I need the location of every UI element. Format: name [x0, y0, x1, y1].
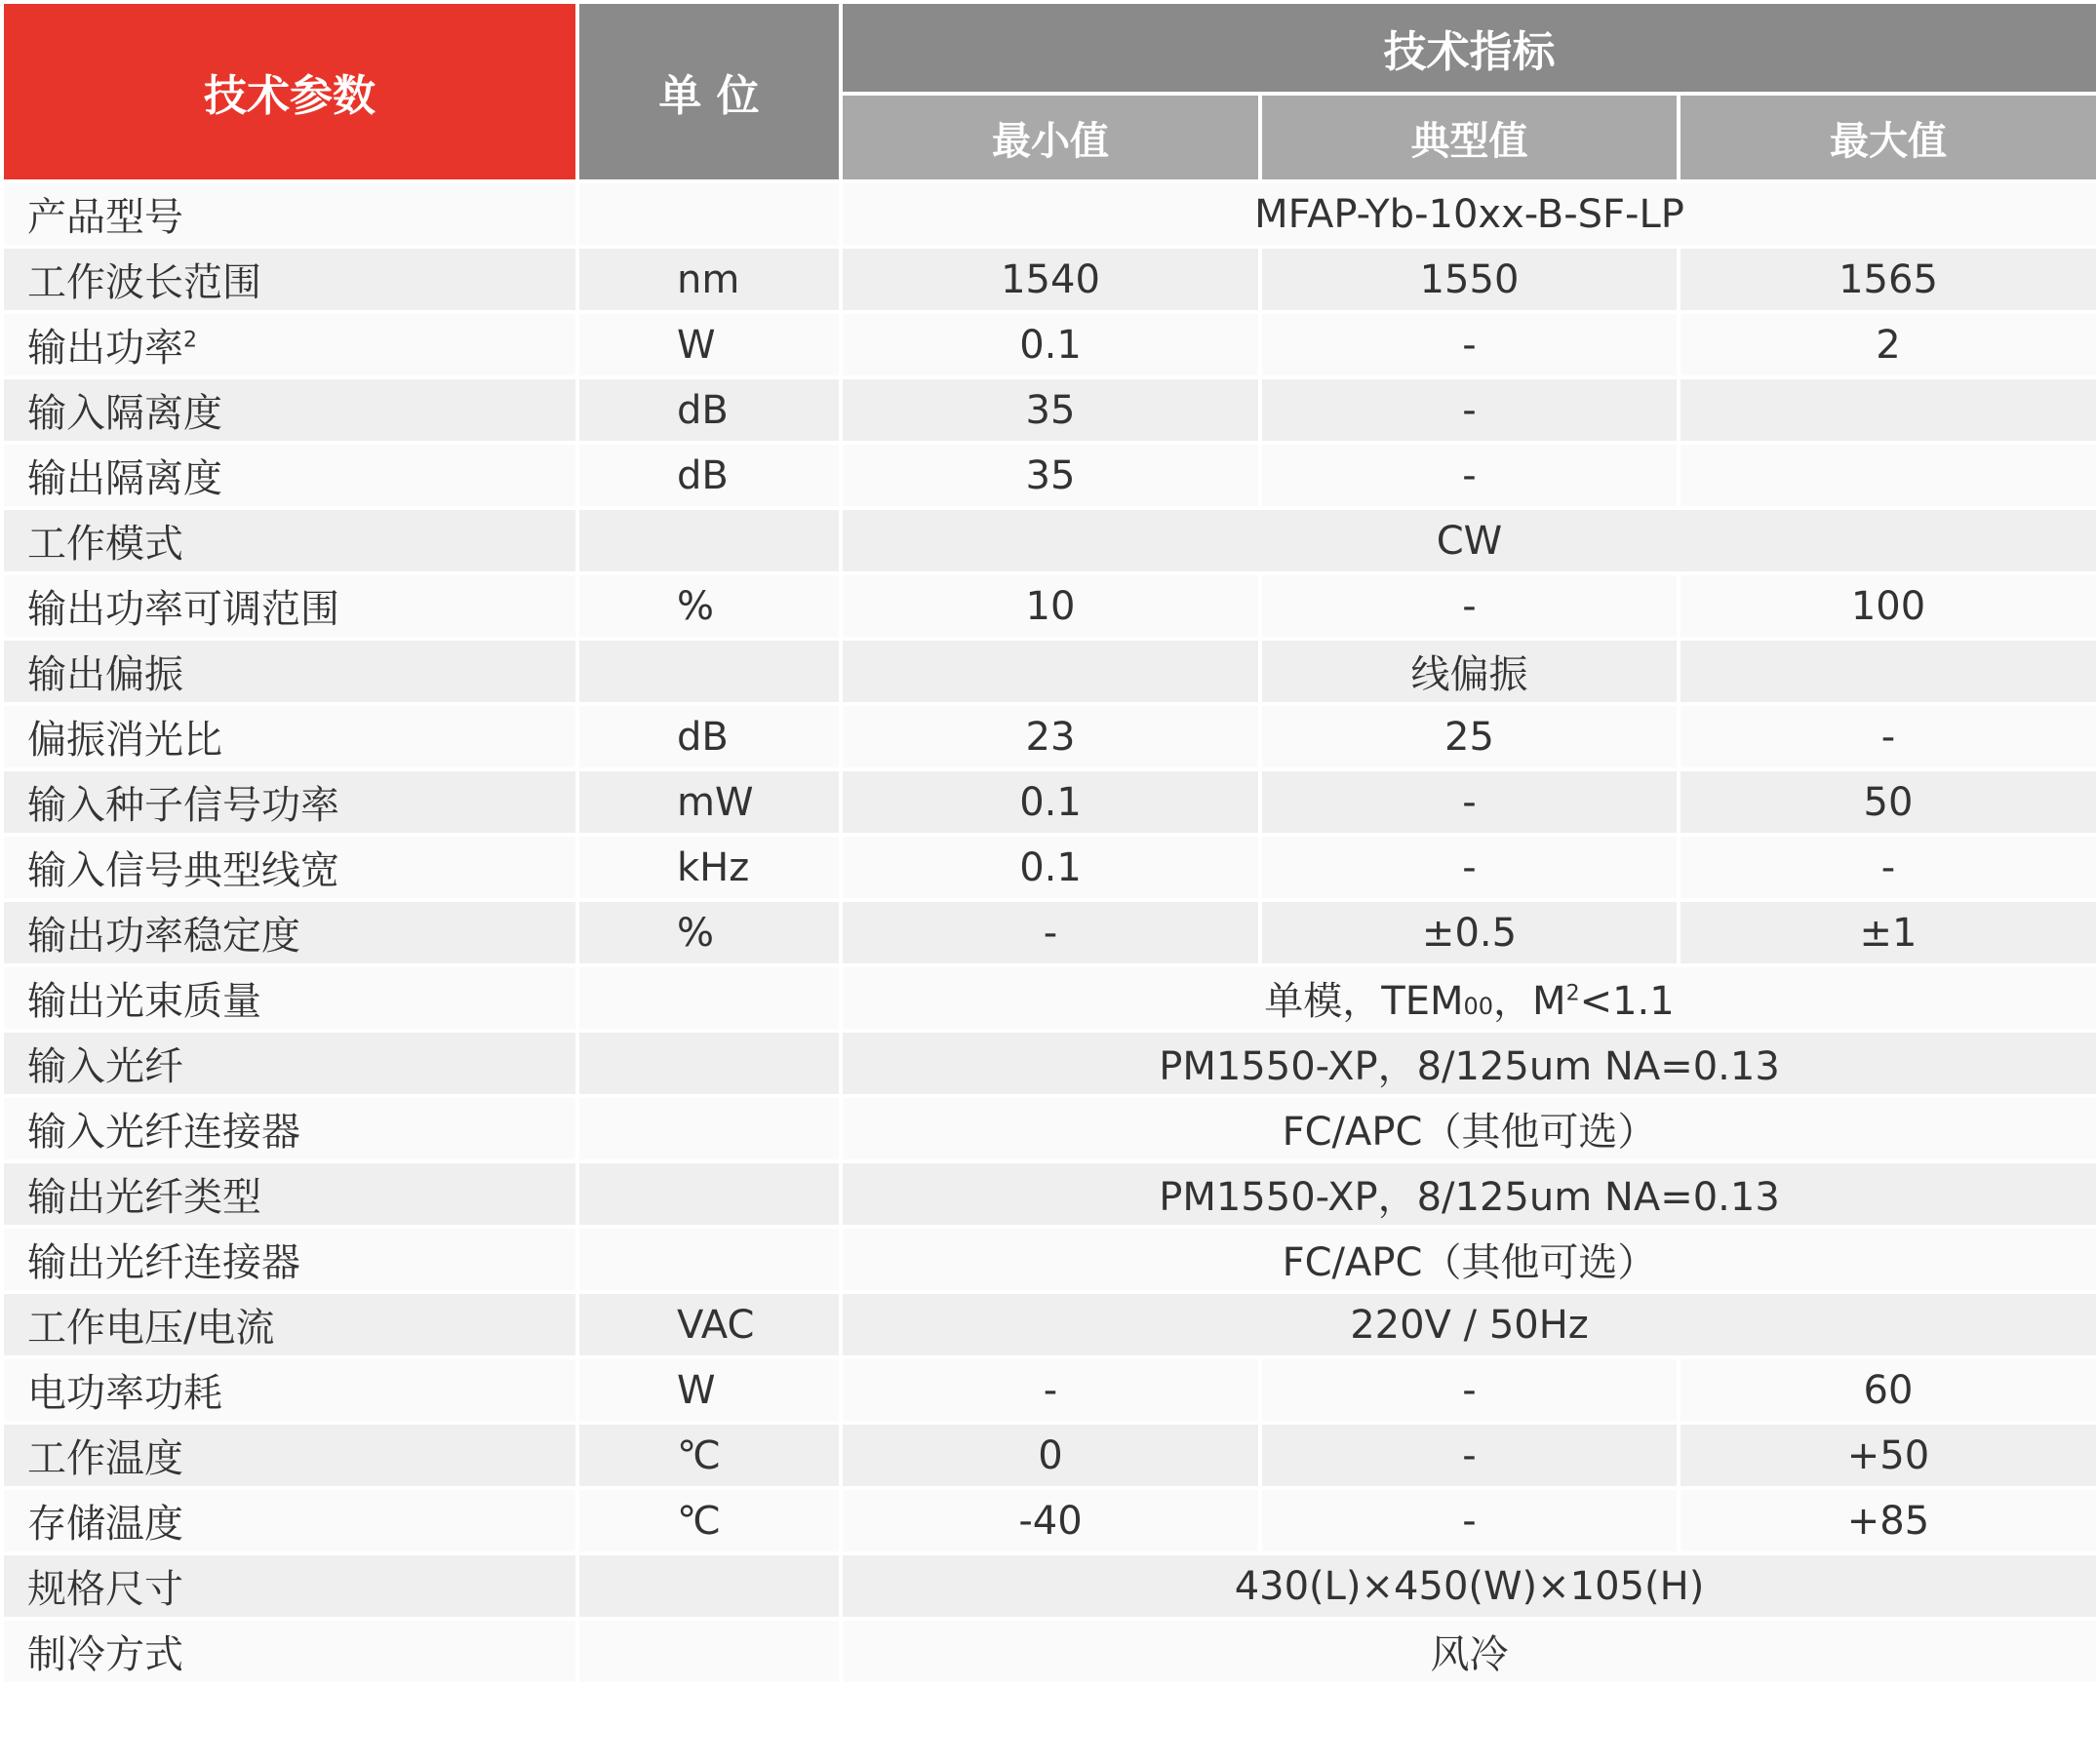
- beam-limit-text: <1.1: [1579, 979, 1675, 1024]
- min-value: 23: [841, 704, 1260, 769]
- spec-value: 220V / 50Hz: [841, 1292, 2096, 1357]
- spec-value: FC/APC（其他可选）: [841, 1227, 2096, 1292]
- param-unit: W: [577, 1357, 841, 1423]
- spec-value: PM1550-XP，8/125um NA=0.13: [841, 1161, 2096, 1227]
- max-value: 2: [1679, 312, 2096, 377]
- typ-value: -: [1260, 1488, 1679, 1553]
- param-name: 工作波长范围: [2, 247, 577, 312]
- param-unit: %: [577, 900, 841, 965]
- beam-mode-text: 单模，TEM: [1264, 979, 1464, 1024]
- param-name: 输出光纤类型: [2, 1161, 577, 1227]
- param-name: 工作模式: [2, 508, 577, 573]
- table-row: [2, 1423, 2096, 1488]
- min-value: 0.1: [841, 769, 1260, 835]
- spec-value: 430(L)×450(W)×105(H): [841, 1553, 2096, 1619]
- table-row: [2, 1227, 2096, 1292]
- table-row: [2, 1096, 2096, 1161]
- min-value: -: [841, 900, 1260, 965]
- min-value: 35: [841, 443, 1260, 508]
- max-value: -: [1679, 835, 2096, 900]
- header-param: 技术参数: [2, 2, 577, 181]
- table-row: [2, 1619, 2096, 1684]
- table-row: [2, 377, 2096, 443]
- param-name: 输出功率稳定度: [2, 900, 577, 965]
- typ-value: ±0.5: [1260, 900, 1679, 965]
- table-body: [2, 181, 2096, 1684]
- param-name: 输入信号典型线宽: [2, 835, 577, 900]
- max-value: +50: [1679, 1423, 2096, 1488]
- table-row: [2, 508, 2096, 573]
- header-min: 最小值: [841, 94, 1260, 181]
- typ-value: 25: [1260, 704, 1679, 769]
- max-value: 60: [1679, 1357, 2096, 1423]
- param-unit: ℃: [577, 1488, 841, 1553]
- table-row: [2, 1553, 2096, 1619]
- spec-value: MFAP-Yb-10xx-B-SF-LP: [841, 181, 2096, 247]
- param-name-text: 输出功率: [27, 326, 183, 371]
- footnote-mark: 2: [183, 328, 197, 353]
- table-row: [2, 443, 2096, 508]
- param-name: 输入光纤: [2, 1031, 577, 1096]
- table-row: [2, 769, 2096, 835]
- header-unit: 单 位: [577, 2, 841, 181]
- max-value: +85: [1679, 1488, 2096, 1553]
- param-name: 输入隔离度: [2, 377, 577, 443]
- param-unit: [577, 1031, 841, 1096]
- table-row: [2, 1357, 2096, 1423]
- param-unit: [577, 181, 841, 247]
- table-row: [2, 835, 2096, 900]
- max-value: -: [1679, 704, 2096, 769]
- spec-value: [841, 965, 2096, 1031]
- table-row: [2, 1031, 2096, 1096]
- typ-value: -: [1260, 377, 1679, 443]
- spec-value: FC/APC（其他可选）: [841, 1096, 2096, 1161]
- spec-value: CW: [841, 508, 2096, 573]
- param-unit: dB: [577, 443, 841, 508]
- max-value: [1679, 639, 2096, 704]
- table-row: [2, 1488, 2096, 1553]
- param-unit: [577, 1553, 841, 1619]
- header-typ: 典型值: [1260, 94, 1679, 181]
- typ-value: -: [1260, 1357, 1679, 1423]
- max-value: 1565: [1679, 247, 2096, 312]
- param-name: 输出隔离度: [2, 443, 577, 508]
- param-name: 输出光纤连接器: [2, 1227, 577, 1292]
- table-row: [2, 704, 2096, 769]
- header-spec: 技术指标: [841, 2, 2096, 94]
- param-name: 输出偏振: [2, 639, 577, 704]
- param-unit: mW: [577, 769, 841, 835]
- table-row: [2, 181, 2096, 247]
- min-value: 1540: [841, 247, 1260, 312]
- header-max: 最大值: [1679, 94, 2096, 181]
- param-unit: kHz: [577, 835, 841, 900]
- param-name: 存储温度: [2, 1488, 577, 1553]
- spec-value: 风冷: [841, 1619, 2096, 1684]
- table-row: [2, 247, 2096, 312]
- table-row: [2, 900, 2096, 965]
- max-value: 50: [1679, 769, 2096, 835]
- typ-value: -: [1260, 1423, 1679, 1488]
- param-unit: VAC: [577, 1292, 841, 1357]
- param-unit: nm: [577, 247, 841, 312]
- m-squared-superscript: 2: [1565, 981, 1580, 1006]
- param-name: 输入种子信号功率: [2, 769, 577, 835]
- tem-subscript: 00: [1463, 993, 1494, 1020]
- typ-value: 线偏振: [1260, 639, 1679, 704]
- param-unit: [577, 965, 841, 1031]
- max-value: 100: [1679, 573, 2096, 639]
- param-name: 输出功率可调范围: [2, 573, 577, 639]
- min-value: 35: [841, 377, 1260, 443]
- param-name: 工作温度: [2, 1423, 577, 1488]
- typ-value: -: [1260, 835, 1679, 900]
- min-value: [841, 639, 1260, 704]
- param-unit: [577, 639, 841, 704]
- table-row: [2, 573, 2096, 639]
- table-row: [2, 1161, 2096, 1227]
- min-value: 10: [841, 573, 1260, 639]
- table-row: [2, 1292, 2096, 1357]
- param-name: 产品型号: [2, 181, 577, 247]
- param-name: 工作电压/电流: [2, 1292, 577, 1357]
- param-unit: ℃: [577, 1423, 841, 1488]
- min-value: 0.1: [841, 835, 1260, 900]
- param-unit: [577, 1227, 841, 1292]
- table-row: [2, 965, 2096, 1031]
- table-header: [2, 2, 2096, 181]
- min-value: -: [841, 1357, 1260, 1423]
- max-value: ±1: [1679, 900, 2096, 965]
- table-row: [2, 639, 2096, 704]
- max-value: [1679, 377, 2096, 443]
- param-unit: [577, 1619, 841, 1684]
- param-unit: %: [577, 573, 841, 639]
- param-name: 输出光束质量: [2, 965, 577, 1031]
- min-value: 0: [841, 1423, 1260, 1488]
- param-name: 输入光纤连接器: [2, 1096, 577, 1161]
- param-unit: W: [577, 312, 841, 377]
- beam-m-text: ，M: [1493, 979, 1566, 1024]
- typ-value: -: [1260, 573, 1679, 639]
- param-unit: [577, 1161, 841, 1227]
- param-name: 偏振消光比: [2, 704, 577, 769]
- min-value: 0.1: [841, 312, 1260, 377]
- param-unit: dB: [577, 377, 841, 443]
- typ-value: -: [1260, 312, 1679, 377]
- param-name: 规格尺寸: [2, 1553, 577, 1619]
- min-value: -40: [841, 1488, 1260, 1553]
- typ-value: -: [1260, 769, 1679, 835]
- table-row: [2, 312, 2096, 377]
- spec-value: PM1550-XP，8/125um NA=0.13: [841, 1031, 2096, 1096]
- param-unit: dB: [577, 704, 841, 769]
- max-value: [1679, 443, 2096, 508]
- param-name: [2, 312, 577, 377]
- param-name: 制冷方式: [2, 1619, 577, 1684]
- param-name: 电功率功耗: [2, 1357, 577, 1423]
- typ-value: -: [1260, 443, 1679, 508]
- param-unit: [577, 1096, 841, 1161]
- typ-value: 1550: [1260, 247, 1679, 312]
- param-unit: [577, 508, 841, 573]
